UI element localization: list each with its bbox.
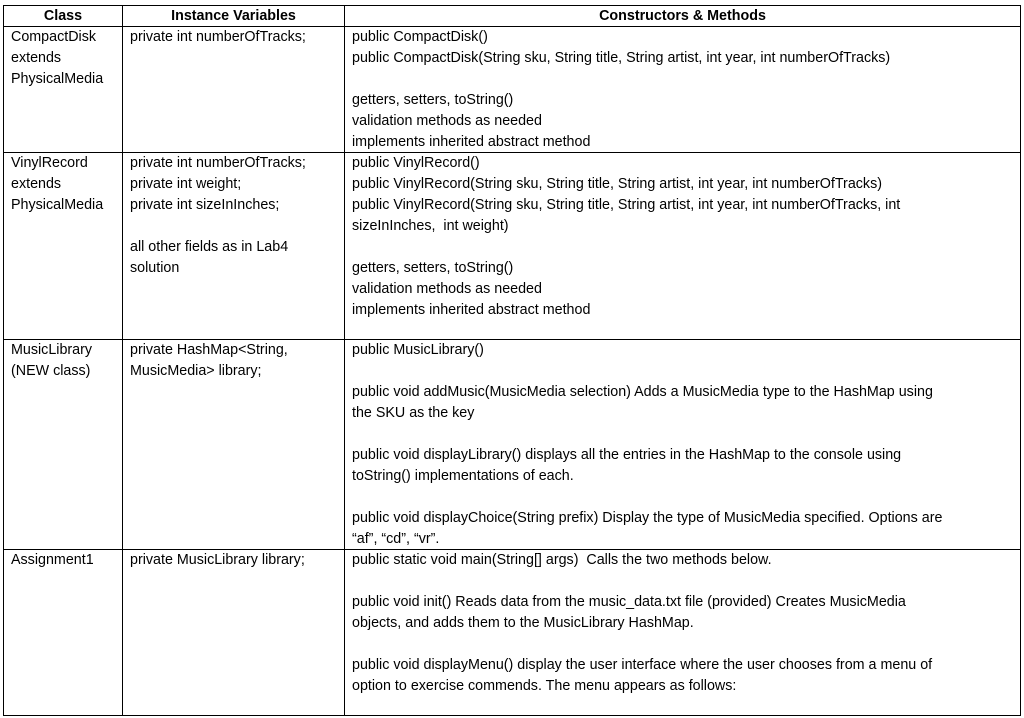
method-line: public void displayChoice(String prefix) Display the type of MusicMedia specified. Options are [352, 509, 943, 526]
class-name: CompactDisk [11, 29, 97, 45]
class-name: MusicLibrary [11, 342, 93, 359]
table-row-musiclibrary [4, 340, 1021, 550]
method-line: “af”, “cd”, “vr”. [352, 530, 440, 547]
method-line: the SKU as the key [352, 405, 475, 422]
method-line: public void displayLibrary() displays all the entries in the HashMap to the console using [352, 446, 902, 463]
table-row-compactdisk [4, 27, 1021, 153]
method-line: validation methods as needed [352, 280, 542, 297]
variable-line: all other fields as in Lab4 [130, 239, 289, 256]
variables-cell [123, 153, 345, 340]
blank-line [352, 237, 1014, 258]
blank-line [352, 361, 1014, 382]
class-cell [4, 27, 123, 153]
method-line: public CompactDisk() [352, 29, 488, 45]
method-line: public VinylRecord(String sku, String title, String artist, int year, int numberOfTracks, int [352, 197, 901, 214]
method-line: getters, setters, toString() [352, 259, 514, 276]
class-parent: PhysicalMedia [11, 70, 104, 87]
variables-cell [123, 340, 345, 550]
class-cell [4, 153, 123, 340]
methods-cell [345, 550, 1021, 716]
method-line: objects, and adds them to the MusicLibrary HashMap. [352, 615, 694, 632]
methods-cell [345, 153, 1021, 340]
variable-line: solution [130, 259, 180, 276]
variable-line: private int numberOfTracks; [130, 29, 306, 45]
variables-cell [123, 27, 345, 153]
class-extends: extends [11, 49, 62, 66]
method-line: implements inherited abstract method [352, 133, 591, 150]
method-line: public VinylRecord(String sku, String title, String artist, int year, int numberOfTracks) [352, 176, 882, 193]
method-line: public void displayMenu() display the user interface where the user chooses from a menu of [352, 656, 933, 673]
header-class: Class [4, 6, 123, 27]
method-line: option to exercise commends. The menu appears as follows: [352, 677, 737, 694]
class-note: (NEW class) [11, 363, 91, 380]
variable-line: private HashMap<String, [130, 342, 288, 359]
variable-line: private MusicLibrary library; [130, 552, 305, 569]
header-constructors-methods: Constructors & Methods [345, 6, 1021, 27]
methods-cell [345, 27, 1021, 153]
method-line: public void init() Reads data from the music_data.txt file (provided) Creates MusicMedia [352, 594, 906, 611]
variable-line: private int numberOfTracks; [130, 155, 306, 172]
class-name: Assignment1 [11, 552, 94, 569]
class-cell [4, 550, 123, 716]
variable-line: MusicMedia> library; [130, 363, 262, 380]
method-line: public static void main(String[] args) Calls the two methods below. [352, 552, 772, 569]
method-line: sizeInInches, int weight) [352, 218, 509, 235]
variable-line: private int weight; [130, 176, 242, 193]
method-line: getters, setters, toString() [352, 91, 514, 108]
variables-cell [123, 550, 345, 716]
blank-line [130, 216, 338, 237]
class-cell [4, 340, 123, 550]
method-line: public void addMusic(MusicMedia selection) Adds a MusicMedia type to the HashMap using [352, 384, 933, 401]
blank-line [352, 69, 1014, 90]
blank-line [352, 634, 1014, 655]
header-row [4, 6, 1021, 27]
variable-line: private int sizeInInches; [130, 197, 280, 214]
class-spec-table [3, 5, 1021, 716]
header-instance-variables: Instance Variables [123, 6, 345, 27]
method-line: public CompactDisk(String sku, String title, String artist, int year, int numberOfTracks) [352, 49, 891, 66]
method-line: public VinylRecord() [352, 155, 480, 172]
class-name: VinylRecord [11, 155, 88, 172]
method-line: toString() implementations of each. [352, 467, 574, 484]
table-row-vinylrecord [4, 153, 1021, 340]
method-line: implements inherited abstract method [352, 301, 591, 318]
table-row-assignment1 [4, 550, 1021, 716]
class-extends: extends [11, 176, 62, 193]
blank-line [352, 424, 1014, 445]
method-line: validation methods as needed [352, 112, 542, 129]
blank-line [352, 487, 1014, 508]
blank-line [352, 571, 1014, 592]
class-parent: PhysicalMedia [11, 197, 104, 214]
methods-cell [345, 340, 1021, 550]
method-line: public MusicLibrary() [352, 342, 484, 359]
